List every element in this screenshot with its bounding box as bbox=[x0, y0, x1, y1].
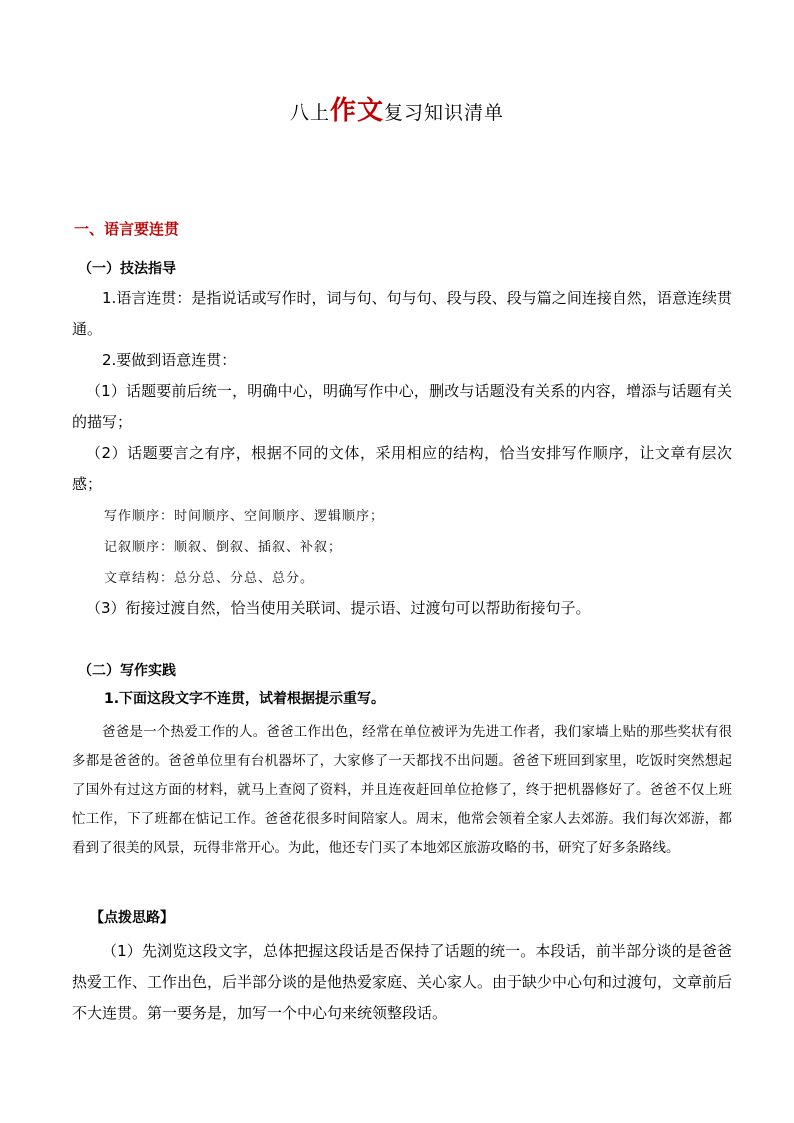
practice-passage: 爸爸是一个热爱工作的人。爸爸工作出色，经常在单位被评为先进工作者，我们家墙上贴的那些奖状有很多都是爸爸的。爸爸单位里有台机器坏了，大家修了一天都找不出问题。爸爸下班回到家里，吃饭时突然想起了国外有过这方面的材料，就马上查阅了资料，并且连夜赶回单位抢修了，终于把机器修好了。爸爸不仅上班忙工作，下了班都在惦记工作。爸爸花很多时间陪家人。周末，他常会领着全家人去郊游。我们每次郊游，都看到了很美的风景，玩得非常开心。为此，他还专门买了本地郊区旅游攻略的书，研究了好多条路线。 bbox=[72, 724, 732, 856]
structure-line: 文章结构：总分总、分总、总分。 bbox=[104, 571, 315, 586]
writing-order-line: 写作顺序：时间顺序、空间顺序、逻辑顺序； bbox=[104, 509, 385, 524]
title-accent: 作文 bbox=[329, 96, 384, 126]
subsection-heading-practice: （二）写作实践 bbox=[78, 663, 176, 679]
title-prefix: 八上 bbox=[289, 102, 330, 124]
hint-paragraph-1: （1）先浏览这段文字，总体把握这段话是否保持了话题的统一。本段话，前半部分谈的是爸爸热爱工作、工作出色，后半部分谈的是他热爱家庭、关心家人。由于缺少中心句和过渡句，文章前后不大连贯。第一要务是，加写一个中心句来统领整段话。 bbox=[72, 942, 733, 1022]
paragraph-point-1: （1）话题要前后统一，明确中心，明确写作中心，删改与话题没有关系的内容，增添与话题有关的描写； bbox=[72, 382, 732, 431]
hint-heading: 【点拨思路】 bbox=[90, 910, 174, 926]
paragraph-definition: 1.语言连贯：是指说话或写作时，词与句、句与句、段与段、段与篇之间连接自然，语意连续贯通。 bbox=[72, 289, 732, 338]
section-heading-language-coherence: 一、语言要连贯 bbox=[74, 220, 180, 238]
subsection-heading-technique: （一）技法指导 bbox=[78, 261, 176, 277]
paragraph-point-3: （3）衔接过渡自然，恰当使用关联词、提示语、过渡句可以帮助衔接句子。 bbox=[86, 599, 591, 617]
title-suffix: 复习知识清单 bbox=[384, 102, 505, 124]
paragraph-point-2: （2）话题要言之有序，根据不同的文体，采用相应的结构，恰当安排写作顺序，让文章有层次感； bbox=[72, 444, 732, 493]
narrative-order-line: 记叙顺序：顺叙、倒叙、插叙、补叙； bbox=[104, 540, 343, 555]
page-title bbox=[0, 96, 794, 128]
paragraph-how-to: 2.要做到语意连贯： bbox=[102, 351, 237, 369]
practice-task: 1.下面这段文字不连贯，试着根据提示重写。 bbox=[104, 691, 386, 707]
